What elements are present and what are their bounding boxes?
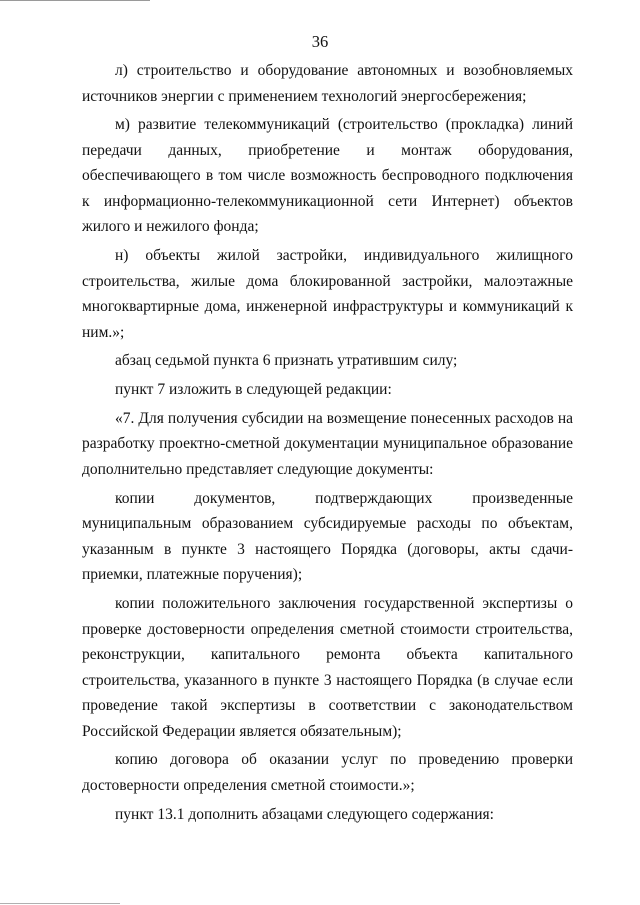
paragraph-doc-copies-expenses: копии документов, подтверждающих произведенные муниципальным образованием субсидируемые расходы по объектам, указанным в пункте 3 настоящего Порядка (договоры, акты сдачи-приемки, платежные поручения);: [82, 489, 573, 584]
page-number: 36: [311, 32, 329, 51]
paragraph-item-l: л) строительство и оборудование автономных и возобновляемых источников энергии с применением технологий энергосбережения;: [82, 62, 573, 105]
paragraph-point-13-1-amendment: пункт 13.1 дополнить абзацами следующего содержания:: [115, 805, 494, 823]
document-text-body: [82, 58, 573, 827]
paragraph-item-m: м) развитие телекоммуникаций (строительство (прокладка) линий передачи данных, приобретение и монтаж оборудования, обеспечивающего в том числе возможность беспроводного подключения к информационно-телекоммуникационной сети Интернет) объектов жилого и нежилого фонда;: [82, 116, 573, 236]
scan-edge-line-top: [0, 0, 150, 1]
paragraph-point-6-amendment: абзац седьмой пункта 6 признать утратившим силу;: [115, 352, 458, 370]
paragraph-doc-service-contract: копию договора об оказании услуг по проведению проверки достоверности определения сметной стоимости.»;: [82, 751, 573, 794]
scan-edge-line-bottom: [0, 903, 120, 904]
paragraph-item-n: н) объекты жилой застройки, индивидуального жилищного строительства, жилые дома блокированной застройки, малоэтажные многоквартирные дома, инженерной инфраструктуры и коммуникаций к ним.»;: [82, 247, 573, 341]
paragraph-point-7-intro: пункт 7 изложить в следующей редакции:: [115, 381, 392, 399]
paragraph-doc-expertise-conclusion: копии положительного заключения государственной экспертизы о проверке достоверности определения сметной стоимости строительства, реконструкции, капитального ремонта объекта капитального строительства, указанного в пункте 3 настоящего Порядка (в случае если проведение такой экспертизы в соответствии с законодательством Российской Федерации является обязательным);: [82, 595, 573, 740]
paragraph-point-7-text: «7. Для получения субсидии на возмещение понесенных расходов на разработку проектно-сметной документации муниципальное образование дополнительно представляет следующие документы:: [82, 409, 573, 478]
